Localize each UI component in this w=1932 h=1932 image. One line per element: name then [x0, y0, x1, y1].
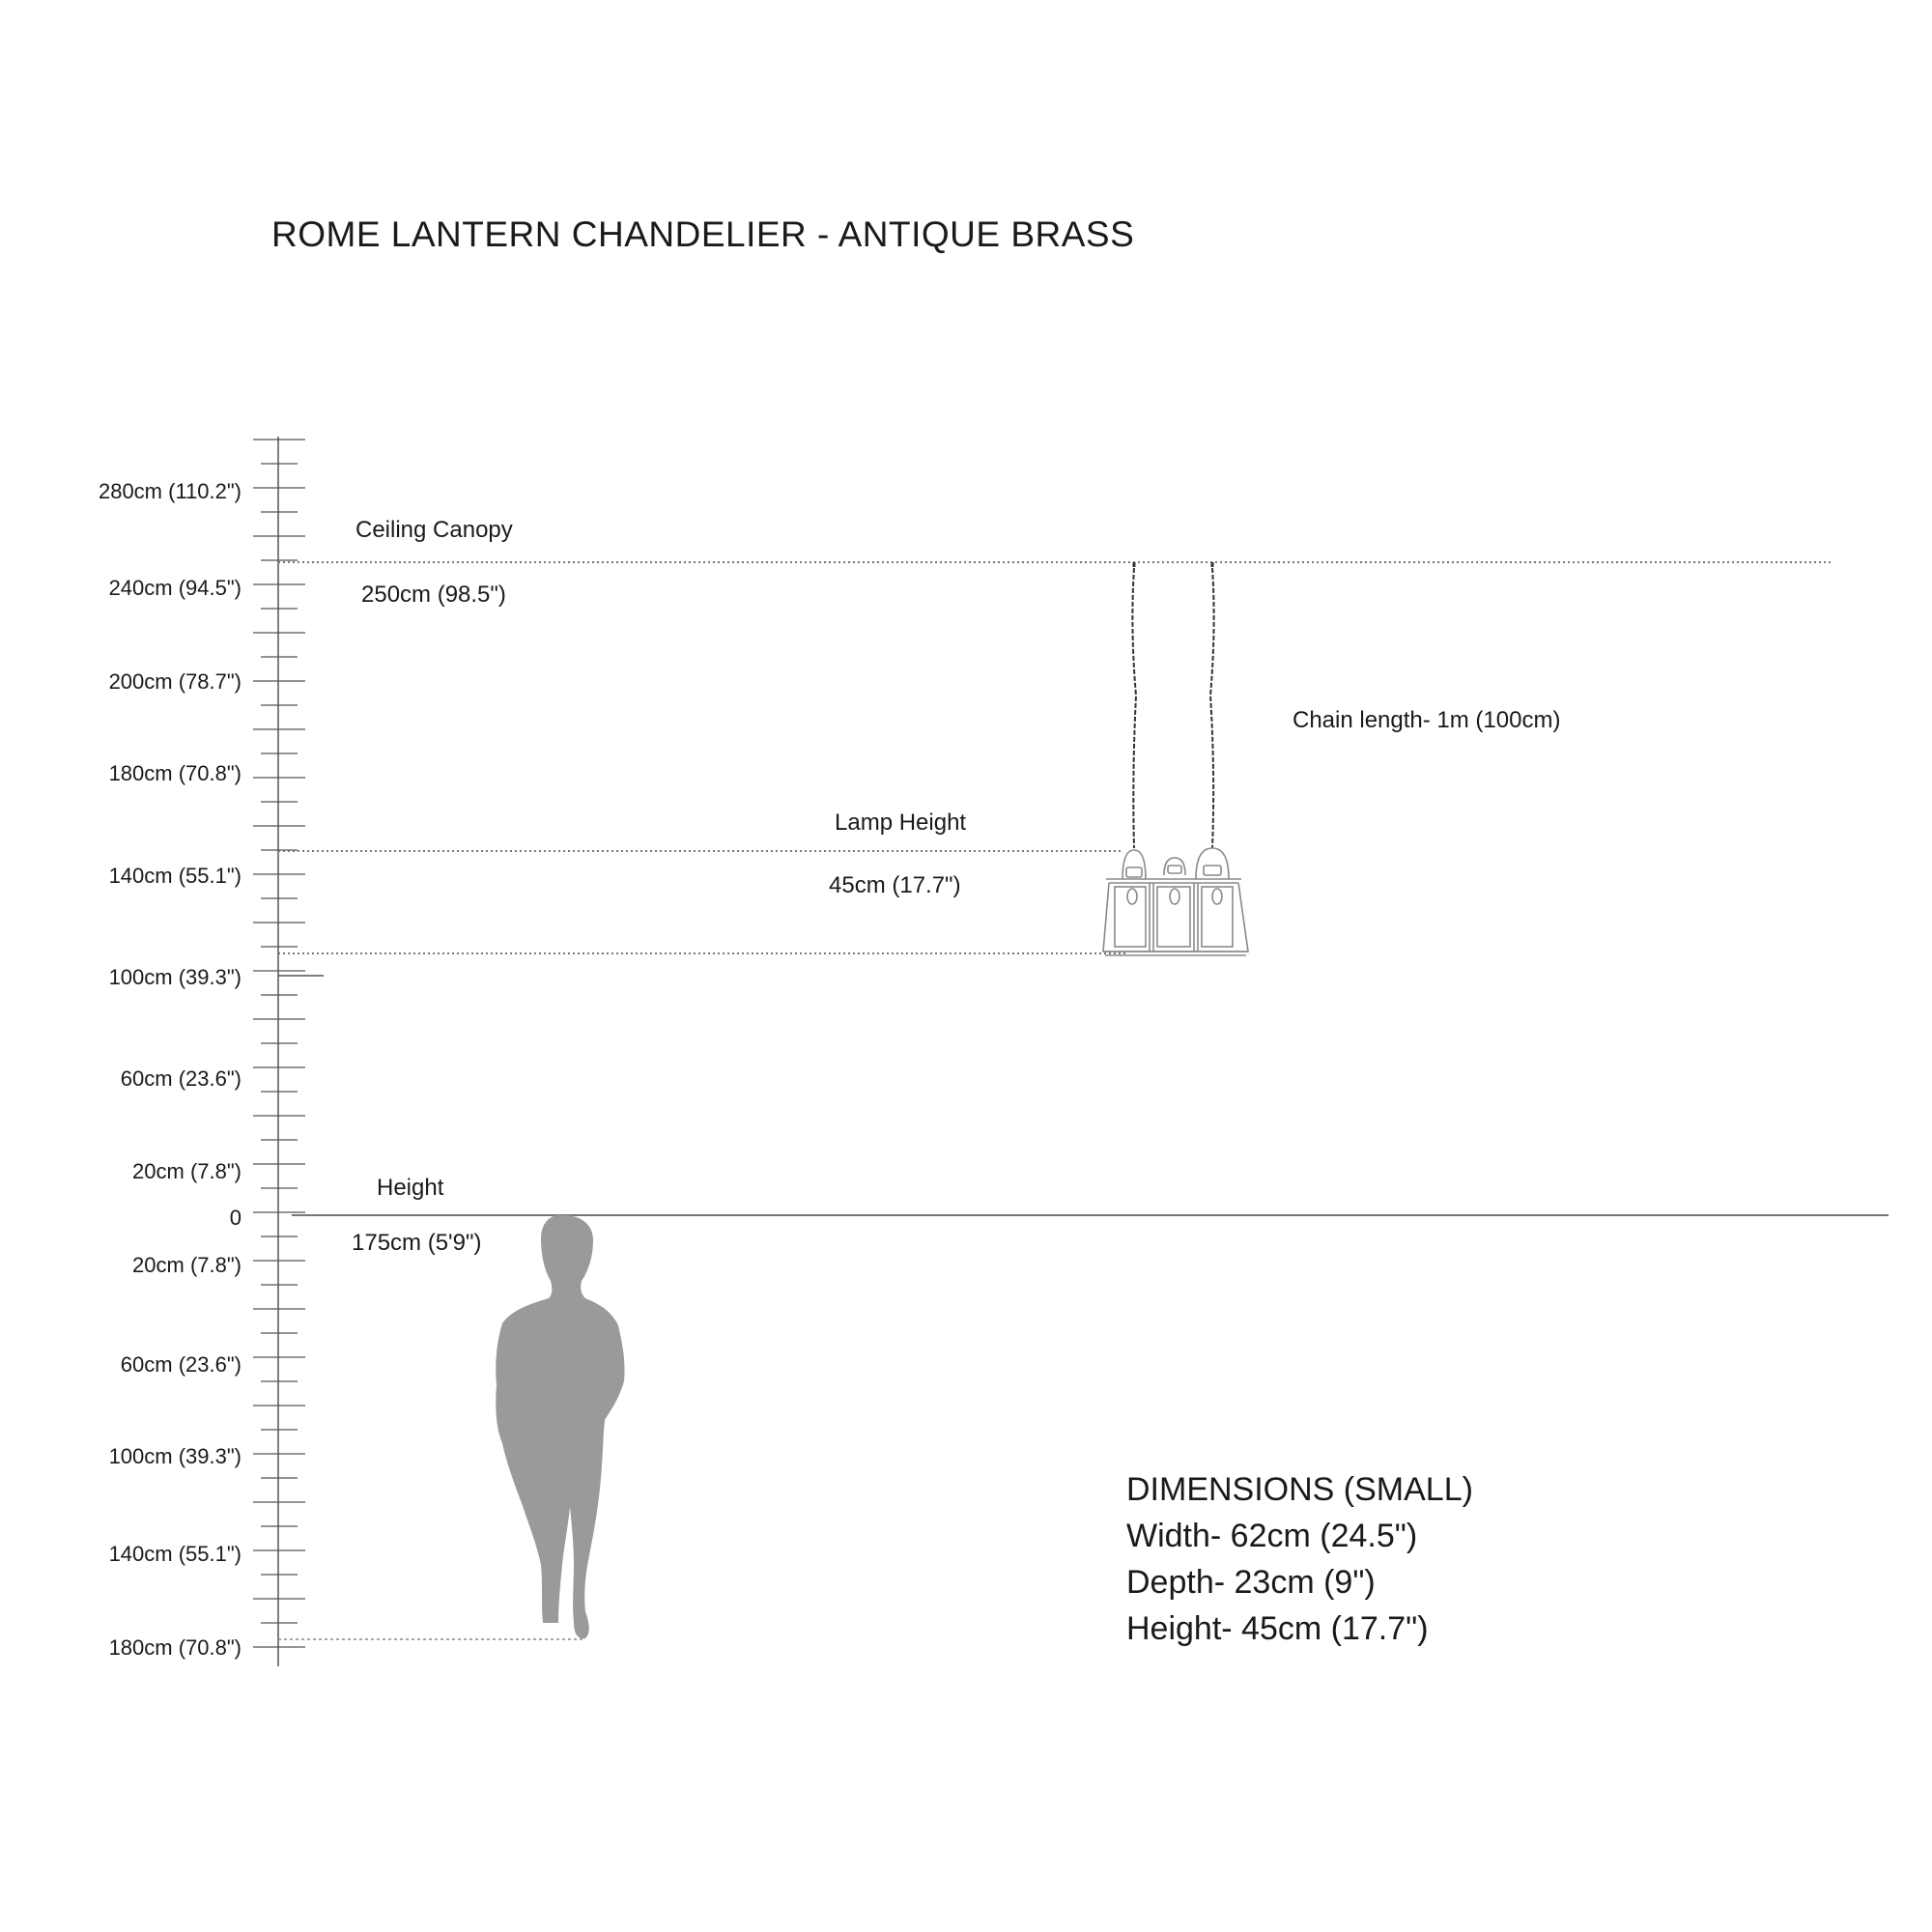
- dimensions-height: Height- 45cm (17.7"): [1126, 1610, 1429, 1647]
- lantern-drawing: [1103, 848, 1248, 955]
- dimensions-width: Width- 62cm (24.5"): [1126, 1518, 1418, 1554]
- person-height-label: Height: [377, 1175, 444, 1201]
- lamp-height-label: Lamp Height: [835, 810, 967, 836]
- page-title: ROME LANTERN CHANDELIER - ANTIQUE BRASS: [271, 214, 1135, 254]
- dimensions-depth: Depth- 23cm (9"): [1126, 1564, 1376, 1601]
- ruler-label-200: 200cm (78.7"): [108, 669, 242, 694]
- person-silhouette: [496, 1215, 624, 1639]
- ruler-label-minus-140: 140cm (55.1"): [108, 1542, 242, 1566]
- ruler-label-60: 60cm (23.6"): [120, 1066, 242, 1091]
- chain-length-label: Chain length- 1m (100cm): [1293, 707, 1561, 733]
- lamp-height-value: 45cm (17.7"): [829, 872, 961, 898]
- ruler-label-zero: 0: [229, 1206, 242, 1230]
- ruler-label-20: 20cm (7.8"): [132, 1159, 242, 1183]
- chains: [1132, 562, 1213, 848]
- ruler-label-100: 100cm (39.3"): [108, 965, 242, 989]
- ruler-label-240: 240cm (94.5"): [108, 576, 242, 600]
- ruler-ticks: [253, 440, 324, 1647]
- ruler-label-140: 140cm (55.1"): [108, 864, 242, 888]
- ruler-label-minus-20: 20cm (7.8"): [132, 1253, 242, 1277]
- dimensions-heading: DIMENSIONS (SMALL): [1126, 1471, 1473, 1508]
- person-height-value: 175cm (5'9"): [352, 1230, 482, 1256]
- ruler-label-minus-180: 180cm (70.8"): [108, 1635, 242, 1660]
- ruler-label-280: 280cm (110.2"): [98, 479, 242, 503]
- ceiling-canopy-label: Ceiling Canopy: [355, 517, 513, 543]
- ceiling-canopy-value: 250cm (98.5"): [361, 582, 506, 608]
- ruler-label-180: 180cm (70.8"): [108, 761, 242, 785]
- dimensions-block: [1126, 1466, 1473, 1652]
- ruler-label-minus-100: 100cm (39.3"): [108, 1444, 242, 1468]
- ruler-label-minus-60: 60cm (23.6"): [120, 1352, 242, 1377]
